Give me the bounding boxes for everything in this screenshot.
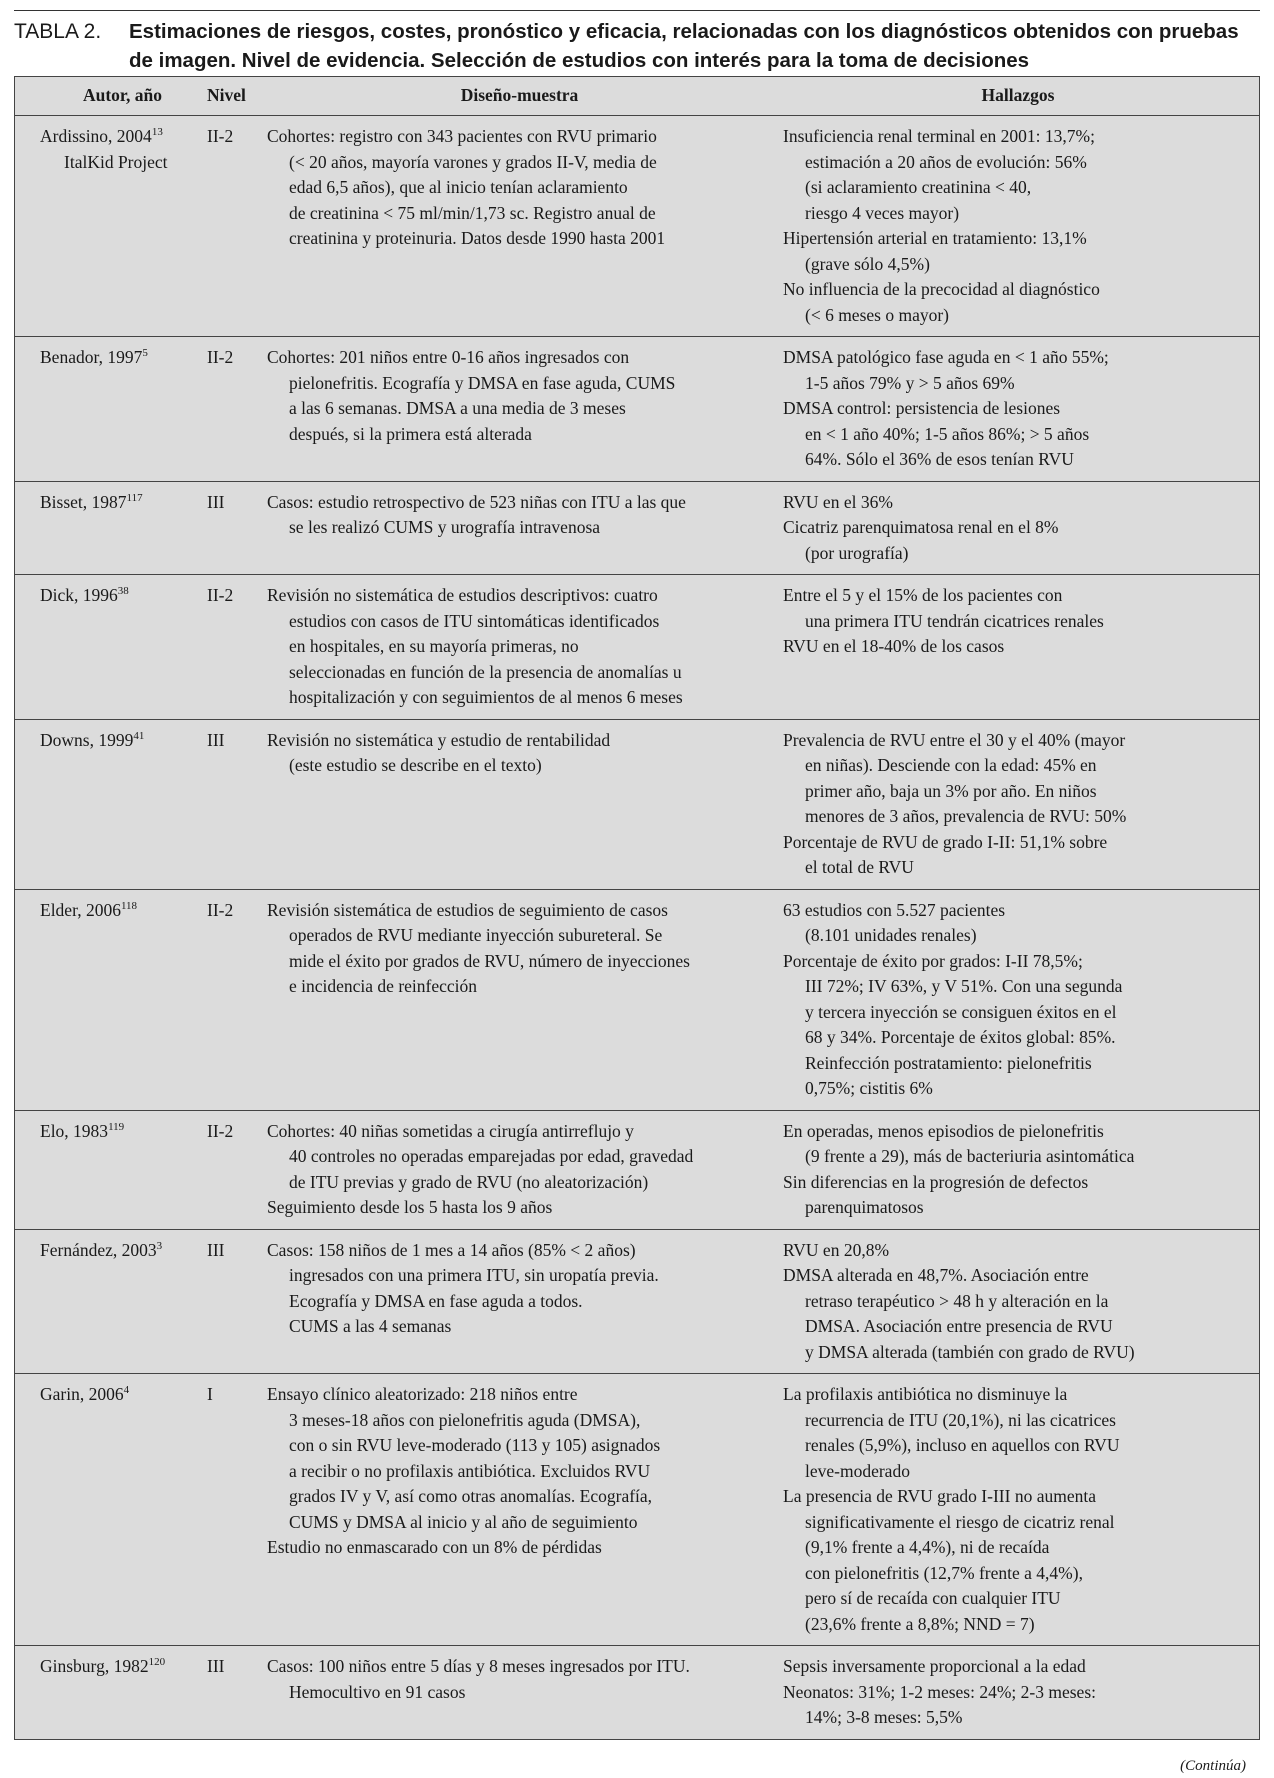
hallazgo-line: (< 6 meses o mayor) xyxy=(805,304,949,325)
cell-hallazgos xyxy=(782,1110,1260,1229)
hallazgo-line: leve-moderado xyxy=(805,1460,910,1481)
cell-autor xyxy=(15,719,207,889)
cell-diseno xyxy=(266,719,782,889)
evidence-table xyxy=(14,76,1260,1740)
diseno-line: creatinina y proteinuria. Datos desde 1990 hasta 2001 xyxy=(289,228,666,248)
cell-hallazgos xyxy=(782,889,1260,1110)
hallazgo-line: DMSA. Asociación entre presencia de RVU xyxy=(805,1316,1113,1336)
diseno-line: 40 controles no operadas emparejadas por edad, gravedad xyxy=(289,1146,694,1166)
hallazgo-line: No influencia de la precocidad al diagnóstico xyxy=(783,279,1100,299)
diseno-line: Casos: 100 niños entre 5 días y 8 meses ingresados por ITU. xyxy=(267,1656,690,1676)
cell-nivel: III xyxy=(206,1229,266,1374)
caption-title: Estimaciones de riesgos, costes, pronóstico y eficacia, relacionadas con los diagnósticos obtenidos con pruebas de imagen. Nivel de evidencia. Selección de estudios con interés para la toma de decisiones xyxy=(129,20,1239,72)
cell-autor xyxy=(15,337,207,482)
hallazgo-line: recurrencia de ITU (20,1%), ni las cicatrices xyxy=(805,1409,1116,1430)
autor-text: Ardissino, 2004 xyxy=(40,126,152,146)
hallazgo-line: Reinfección postratamiento: pielonefritis xyxy=(805,1052,1092,1073)
hallazgo-line: Sin diferencias en la progresión de defectos xyxy=(783,1171,1089,1192)
caption-label: TABLA 2. xyxy=(14,20,102,43)
cell-autor xyxy=(15,481,207,575)
hallazgo-line: III 72%; IV 63%, y V 51%. Con una segunda xyxy=(805,976,1123,996)
cell-autor xyxy=(15,889,207,1110)
hallazgo-line: 68 y 34%. Porcentaje de éxitos global: 85%. xyxy=(805,1027,1116,1047)
diseno-line: ingresados con una primera ITU, sin uropatía previa. xyxy=(289,1265,659,1285)
reference-number: 117 xyxy=(126,491,143,504)
hallazgo-line: riesgo 4 veces mayor) xyxy=(805,202,960,223)
reference-number: 118 xyxy=(120,899,138,912)
table-row xyxy=(15,1374,1260,1646)
diseno-line: se les realizó CUMS y urografía intravenosa xyxy=(289,517,601,537)
cell-hallazgos xyxy=(782,719,1260,889)
cell-diseno xyxy=(266,116,782,337)
autor-text: Garin, 2006 xyxy=(40,1384,124,1404)
diseno-line: Estudio no enmascarado con un 8% de pérdidas xyxy=(267,1537,602,1557)
hallazgo-line: significativamente el riesgo de cicatriz renal xyxy=(805,1511,1115,1532)
cell-nivel: III xyxy=(206,719,266,889)
table-caption xyxy=(14,17,1260,75)
cell-hallazgos xyxy=(782,337,1260,482)
hallazgo-line: 64%. Sólo el 36% de esos tenían RVU xyxy=(805,449,1074,469)
diseno-line: operados de RVU mediante inyección subureteral. Se xyxy=(289,925,663,945)
table-row xyxy=(15,1110,1260,1229)
cell-autor xyxy=(15,1110,207,1229)
cell-diseno xyxy=(266,1374,782,1646)
diseno-line: Revisión no sistemática de estudios descriptivos: cuatro xyxy=(267,585,658,605)
hallazgo-line: Insuficiencia renal terminal en 2001: 13,7%; xyxy=(783,126,1095,146)
diseno-line: de ITU previas y grado de RVU (no aleatorización) xyxy=(289,1171,649,1192)
cell-autor xyxy=(15,1646,207,1740)
hallazgo-line: y tercera inyección se consiguen éxitos en el xyxy=(805,1001,1117,1022)
hallazgo-line: (si aclaramiento creatinina < 40, xyxy=(805,177,1032,197)
table-row xyxy=(15,575,1260,720)
page xyxy=(14,10,1260,1774)
cell-hallazgos xyxy=(782,1229,1260,1374)
hallazgo-line: DMSA control: persistencia de lesiones xyxy=(783,398,1061,418)
hallazgo-line: Neonatos: 31%; 1-2 meses: 24%; 2-3 meses: xyxy=(783,1681,1097,1702)
header-hallazgos: Hallazgos xyxy=(782,77,1260,116)
cell-autor xyxy=(15,1229,207,1374)
cell-hallazgos xyxy=(782,1374,1260,1646)
diseno-line: Casos: estudio retrospectivo de 523 niñas con ITU a las que xyxy=(267,491,686,512)
table-row xyxy=(15,1646,1260,1740)
diseno-line: mide el éxito por grados de RVU, número de inyecciones xyxy=(289,950,690,971)
diseno-line: (< 20 años, mayoría varones y grados II-V, media de xyxy=(289,151,657,172)
diseno-line: Revisión no sistemática y estudio de rentabilidad xyxy=(267,729,611,750)
reference-number: 120 xyxy=(148,1656,166,1668)
cell-nivel: I xyxy=(206,1374,266,1646)
diseno-line: grados IV y V, así como otras anomalías. Ecografía, xyxy=(289,1486,653,1506)
hallazgo-line: con pielonefritis (12,7% frente a 4,4%), xyxy=(805,1562,1083,1583)
diseno-line: Cohortes: 201 niños entre 0-16 años ingresados con xyxy=(267,347,630,367)
table-row xyxy=(15,116,1260,337)
hallazgo-line: (23,6% frente a 8,8%; NND = 7) xyxy=(805,1613,1035,1634)
hallazgo-line: 0,75%; cistitis 6% xyxy=(805,1078,933,1098)
diseno-line: edad 6,5 años), que al inicio tenían aclaramiento xyxy=(289,177,628,197)
header-autor: Autor, año xyxy=(15,77,207,116)
hallazgo-line: (por urografía) xyxy=(805,542,909,563)
cell-diseno xyxy=(266,1229,782,1374)
diseno-line: 3 meses-18 años con pielonefritis aguda (DMSA), xyxy=(289,1409,641,1430)
diseno-line: hospitalización y con seguimientos de al menos 6 meses xyxy=(289,687,683,707)
hallazgo-line: 14%; 3-8 meses: 5,5% xyxy=(805,1707,963,1727)
hallazgo-line: 63 estudios con 5.527 pacientes xyxy=(783,899,1006,920)
hallazgo-line: (9,1% frente a 4,4%), ni de recaída xyxy=(805,1537,1050,1557)
cell-nivel: III xyxy=(206,481,266,575)
diseno-line: pielonefritis. Ecografía y DMSA en fase aguda, CUMS xyxy=(289,372,676,393)
autor-text: Benador, 1997 xyxy=(40,347,143,367)
continua-note: (Continúa) xyxy=(1180,1758,1246,1774)
diseno-line: Ecografía y DMSA en fase aguda a todos. xyxy=(289,1290,583,1311)
hallazgo-line: RVU en 20,8% xyxy=(783,1239,890,1260)
hallazgo-line: Porcentaje de éxito por grados: I-II 78,5%; xyxy=(783,950,1083,971)
diseno-line: a las 6 semanas. DMSA a una media de 3 meses xyxy=(289,398,626,418)
hallazgo-line: en < 1 año 40%; 1-5 años 86%; > 5 años xyxy=(805,423,1090,444)
hallazgo-line: Hipertensión arterial en tratamiento: 13,1% xyxy=(783,228,1087,248)
table-row xyxy=(15,719,1260,889)
cell-hallazgos xyxy=(782,481,1260,575)
reference-number: 4 xyxy=(123,1384,130,1396)
autor-text: Elder, 2006 xyxy=(40,899,121,920)
autor-text: Elo, 1983 xyxy=(40,1120,109,1141)
table-row xyxy=(15,889,1260,1110)
hallazgo-line: primer año, baja un 3% por año. En niños xyxy=(805,780,1097,801)
cell-hallazgos xyxy=(782,116,1260,337)
autor-text: Ginsburg, 1982 xyxy=(40,1656,149,1676)
diseno-line: estudios con casos de ITU sintomáticas identificados xyxy=(289,610,660,631)
hallazgo-line: retraso terapéutico > 48 h y alteración en la xyxy=(805,1290,1109,1311)
hallazgo-line: una primera ITU tendrán cicatrices renales xyxy=(805,610,1104,631)
hallazgo-line: parenquimatosos xyxy=(805,1197,924,1217)
reference-number: 119 xyxy=(108,1120,125,1133)
header-row xyxy=(15,77,1260,116)
hallazgo-line: DMSA alterada en 48,7%. Asociación entre xyxy=(783,1265,1089,1285)
cell-diseno xyxy=(266,889,782,1110)
autor-secondary: ItalKid Project xyxy=(64,151,168,172)
diseno-line: Cohortes: registro con 343 pacientes con RVU primario xyxy=(267,126,657,146)
cell-nivel: II-2 xyxy=(206,1110,266,1229)
hallazgo-line: Porcentaje de RVU de grado I-II: 51,1% sobre xyxy=(783,831,1108,852)
cell-autor xyxy=(15,575,207,720)
cell-nivel: II-2 xyxy=(206,116,266,337)
hallazgo-line: En operadas, menos episodios de pielonefritis xyxy=(783,1120,1104,1141)
cell-diseno xyxy=(266,337,782,482)
diseno-line: e incidencia de reinfección xyxy=(289,976,478,996)
diseno-line: después, si la primera está alterada xyxy=(289,423,532,444)
autor-text: Downs, 1999 xyxy=(40,729,134,750)
diseno-line: CUMS y DMSA al inicio y al año de seguimiento xyxy=(289,1511,638,1532)
diseno-line: seleccionadas en función de la presencia de anomalías u xyxy=(289,661,682,682)
hallazgo-line: pero sí de recaída con cualquier ITU xyxy=(805,1588,1061,1608)
cell-autor xyxy=(15,116,207,337)
diseno-line: a recibir o no profilaxis antibiótica. Excluidos RVU xyxy=(289,1460,651,1481)
cell-nivel: II-2 xyxy=(206,337,266,482)
diseno-line: en hospitales, en su mayoría primeras, no xyxy=(289,636,579,656)
diseno-line: Ensayo clínico aleatorizado: 218 niños entre xyxy=(267,1384,578,1404)
table-row xyxy=(15,481,1260,575)
hallazgo-line: RVU en el 18-40% de los casos xyxy=(783,636,1005,656)
header-nivel: Nivel xyxy=(206,77,266,116)
hallazgo-line: DMSA patológico fase aguda en < 1 año 55%; xyxy=(783,347,1109,367)
autor-text: Dick, 1996 xyxy=(40,585,118,605)
cell-nivel: II-2 xyxy=(206,575,266,720)
diseno-line: (este estudio se describe en el texto) xyxy=(289,755,542,775)
autor-text: Fernández, 2003 xyxy=(40,1239,157,1260)
hallazgo-line: La profilaxis antibiótica no disminuye la xyxy=(783,1384,1068,1404)
hallazgo-line: en niñas). Desciende con la edad: 45% en xyxy=(805,755,1097,775)
header-diseno: Diseño-muestra xyxy=(266,77,782,116)
hallazgo-line: RVU en el 36% xyxy=(783,491,893,512)
diseno-line: Revisión sistemática de estudios de seguimiento de casos xyxy=(267,899,668,920)
cell-hallazgos xyxy=(782,1646,1260,1740)
hallazgo-line: menores de 3 años, prevalencia de RVU: 50% xyxy=(805,806,1127,826)
table-body xyxy=(15,116,1260,1740)
hallazgo-line: el total de RVU xyxy=(805,857,914,877)
hallazgo-line: y DMSA alterada (también con grado de RVU) xyxy=(805,1341,1135,1362)
diseno-line: Cohortes: 40 niñas sometidas a cirugía antirreflujo y xyxy=(267,1120,634,1141)
diseno-line: CUMS a las 4 semanas xyxy=(289,1316,452,1336)
table-row xyxy=(15,337,1260,482)
cell-hallazgos xyxy=(782,575,1260,720)
diseno-line: con o sin RVU leve-moderado (113 y 105) asignados xyxy=(289,1435,661,1455)
top-rule xyxy=(14,10,1260,11)
reference-number: 3 xyxy=(156,1239,163,1252)
hallazgo-line: La presencia de RVU grado I-III no aumenta xyxy=(783,1486,1096,1506)
reference-number: 41 xyxy=(133,729,145,742)
reference-number: 38 xyxy=(117,585,129,597)
cell-diseno xyxy=(266,1646,782,1740)
diseno-line: Hemocultivo en 91 casos xyxy=(289,1681,466,1702)
hallazgo-line: estimación a 20 años de evolución: 56% xyxy=(805,151,1087,172)
hallazgo-line: Entre el 5 y el 15% de los pacientes con xyxy=(783,585,1063,605)
reference-number: 5 xyxy=(142,347,148,359)
hallazgo-line: 1-5 años 79% y > 5 años 69% xyxy=(805,372,1015,393)
hallazgo-line: (8.101 unidades renales) xyxy=(805,925,977,945)
hallazgo-line: (9 frente a 29), más de bacteriuria asintomática xyxy=(805,1146,1135,1166)
cell-nivel: III xyxy=(206,1646,266,1740)
hallazgo-line: Prevalencia de RVU entre el 30 y el 40% (mayor xyxy=(783,729,1126,750)
reference-number: 13 xyxy=(151,126,163,138)
cell-diseno xyxy=(266,481,782,575)
hallazgo-line: Cicatriz parenquimatosa renal en el 8% xyxy=(783,517,1059,537)
cell-diseno xyxy=(266,1110,782,1229)
diseno-line: de creatinina < 75 ml/min/1,73 sc. Registro anual de xyxy=(289,202,656,223)
cell-diseno xyxy=(266,575,782,720)
cell-nivel: II-2 xyxy=(206,889,266,1110)
table-row xyxy=(15,1229,1260,1374)
hallazgo-line: renales (5,9%), incluso en aquellos con RVU xyxy=(805,1435,1120,1455)
hallazgo-line: Sepsis inversamente proporcional a la edad xyxy=(783,1656,1086,1676)
diseno-line: Seguimiento desde los 5 hasta los 9 años xyxy=(267,1197,553,1217)
cell-autor xyxy=(15,1374,207,1646)
hallazgo-line: (grave sólo 4,5%) xyxy=(805,253,930,274)
autor-text: Bisset, 1987 xyxy=(40,491,127,512)
diseno-line: Casos: 158 niños de 1 mes a 14 años (85% < 2 años) xyxy=(267,1239,636,1260)
